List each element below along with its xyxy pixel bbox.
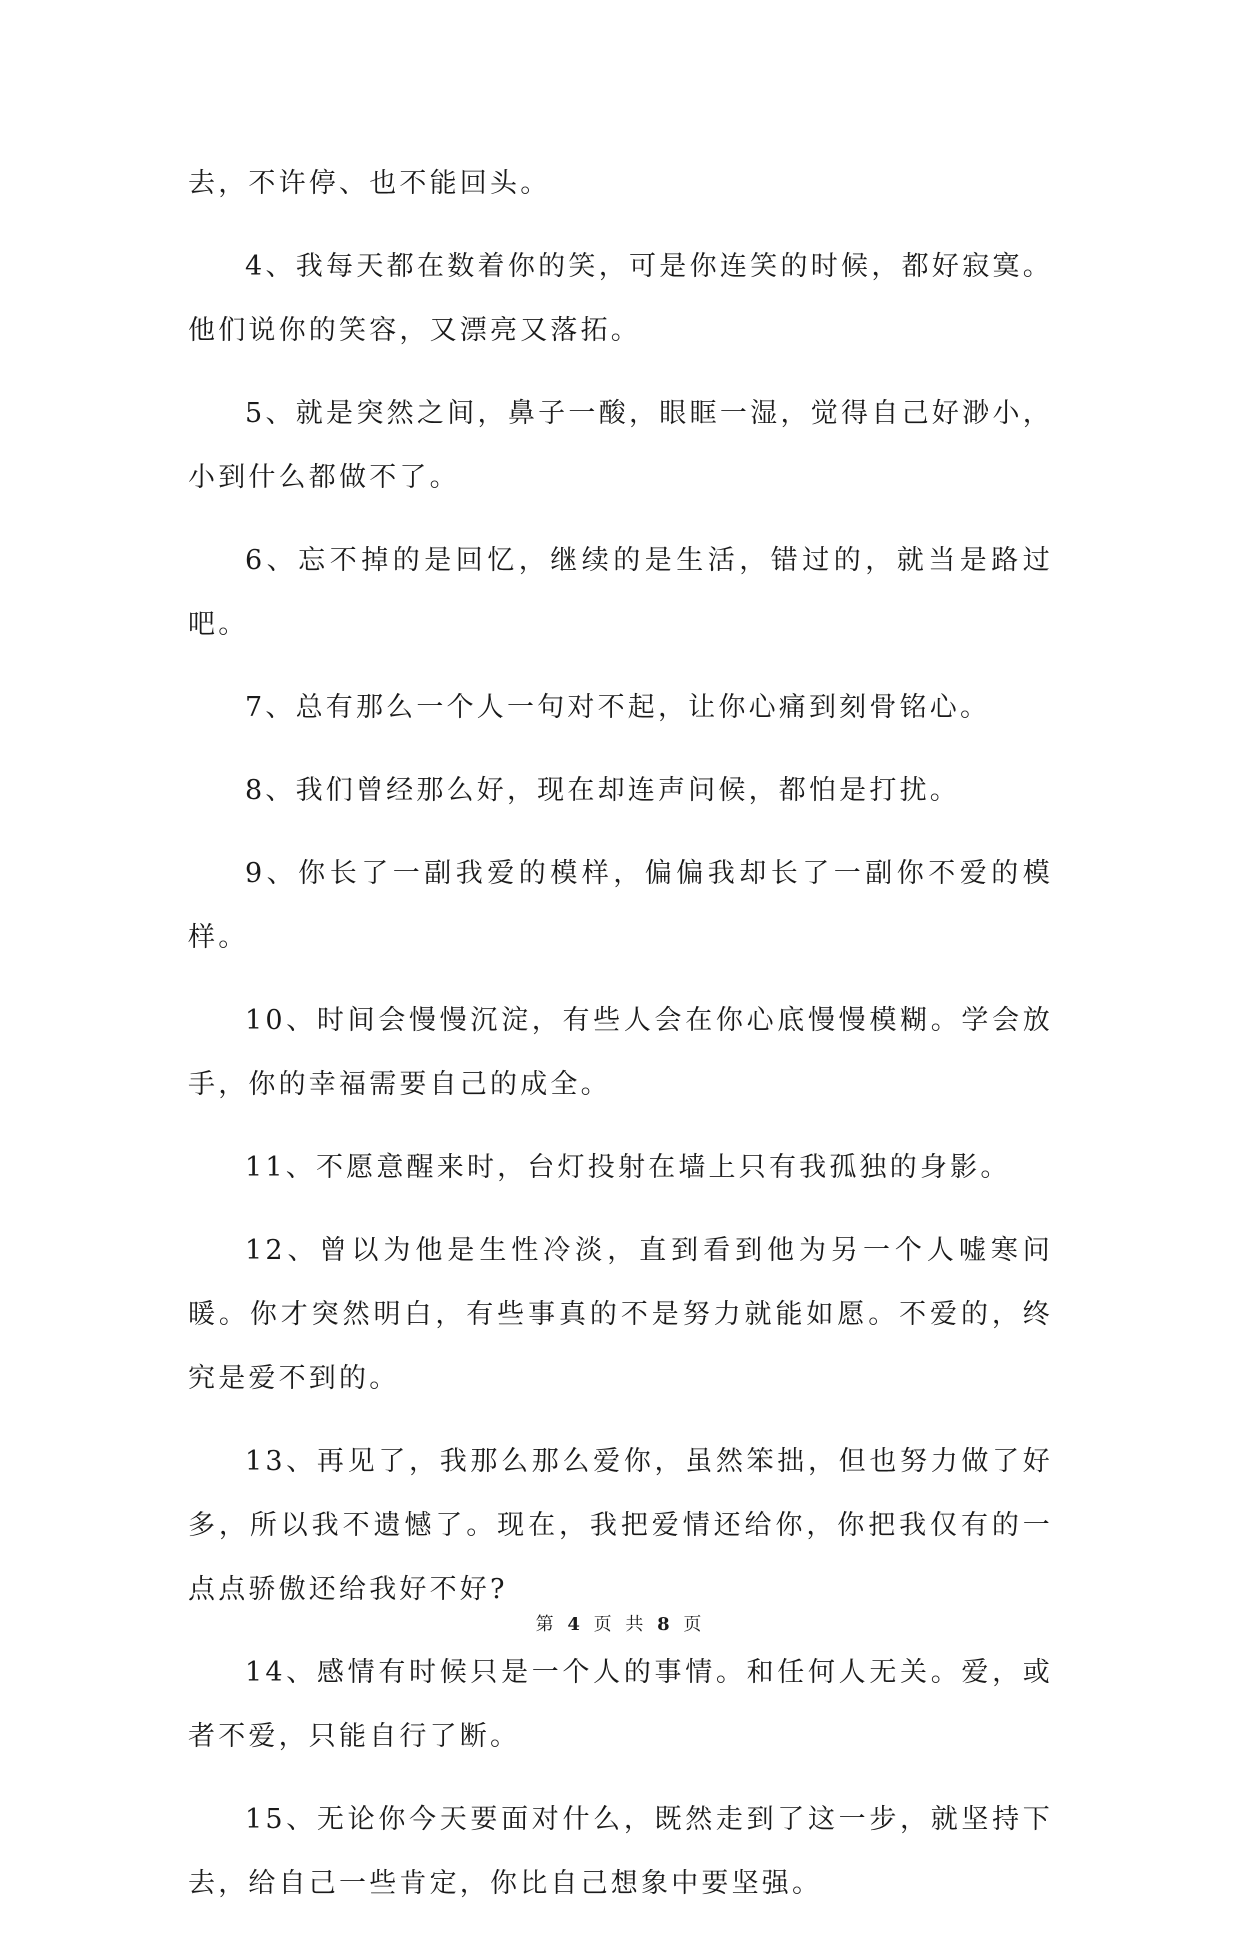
footer-page-number: 4 xyxy=(567,1614,584,1635)
document-body xyxy=(188,152,1053,1935)
paragraph-item-15: 15、无论你今天要面对什么，既然走到了这一步，就坚持下去，给自己一些肯定，你比自己想象中要坚强。 xyxy=(188,1804,1053,1899)
paragraph-item-4: 4、我每天都在数着你的笑，可是你连笑的时候，都好寂寞。他们说你的笑容，又漂亮又落拓。 xyxy=(188,251,1053,346)
paragraph-item-13: 13、再见了，我那么那么爱你，虽然笨拙，但也努力做了好多，所以我不遗憾了。现在，我把爱情还给你，你把我仅有的一点点骄傲还给我好不好? xyxy=(188,1446,1053,1605)
page-footer xyxy=(0,1610,1241,1636)
paragraph-item-12: 12、曾以为他是生性冷淡，直到看到他为另一个人嘘寒问暖。你才突然明白，有些事真的不是努力就能如愿。不爱的，终究是爱不到的。 xyxy=(188,1235,1053,1394)
paragraph-continuation: 去，不许停、也不能回头。 xyxy=(188,168,551,199)
paragraph-item-11: 11、不愿意醒来时，台灯投射在墙上只有我孤独的身影。 xyxy=(245,1152,1011,1183)
paragraph-item-10: 10、时间会慢慢沉淀，有些人会在你心底慢慢模糊。学会放手，你的幸福需要自己的成全。 xyxy=(188,1005,1053,1100)
footer-suffix: 页 xyxy=(683,1614,706,1635)
paragraph-item-7: 7、总有那么一个人一句对不起，让你心痛到刻骨铭心。 xyxy=(245,692,991,723)
paragraph-item-6: 6、忘不掉的是回忆，继续的是生活，错过的，就当是路过吧。 xyxy=(188,545,1053,640)
paragraph-item-14: 14、感情有时候只是一个人的事情。和任何人无关。爱，或者不爱，只能自行了断。 xyxy=(188,1657,1053,1752)
paragraph-item-9: 9、你长了一副我爱的模样，偏偏我却长了一副你不爱的模样。 xyxy=(188,858,1053,953)
paragraph-item-8: 8、我们曾经那么好，现在却连声问候，都怕是打扰。 xyxy=(245,775,960,806)
footer-prefix: 第 xyxy=(535,1614,558,1635)
paragraph-item-5: 5、就是突然之间，鼻子一酸，眼眶一湿，觉得自己好渺小，小到什么都做不了。 xyxy=(188,398,1053,493)
footer-middle: 页 共 xyxy=(593,1614,648,1635)
footer-total-pages: 8 xyxy=(657,1614,674,1635)
